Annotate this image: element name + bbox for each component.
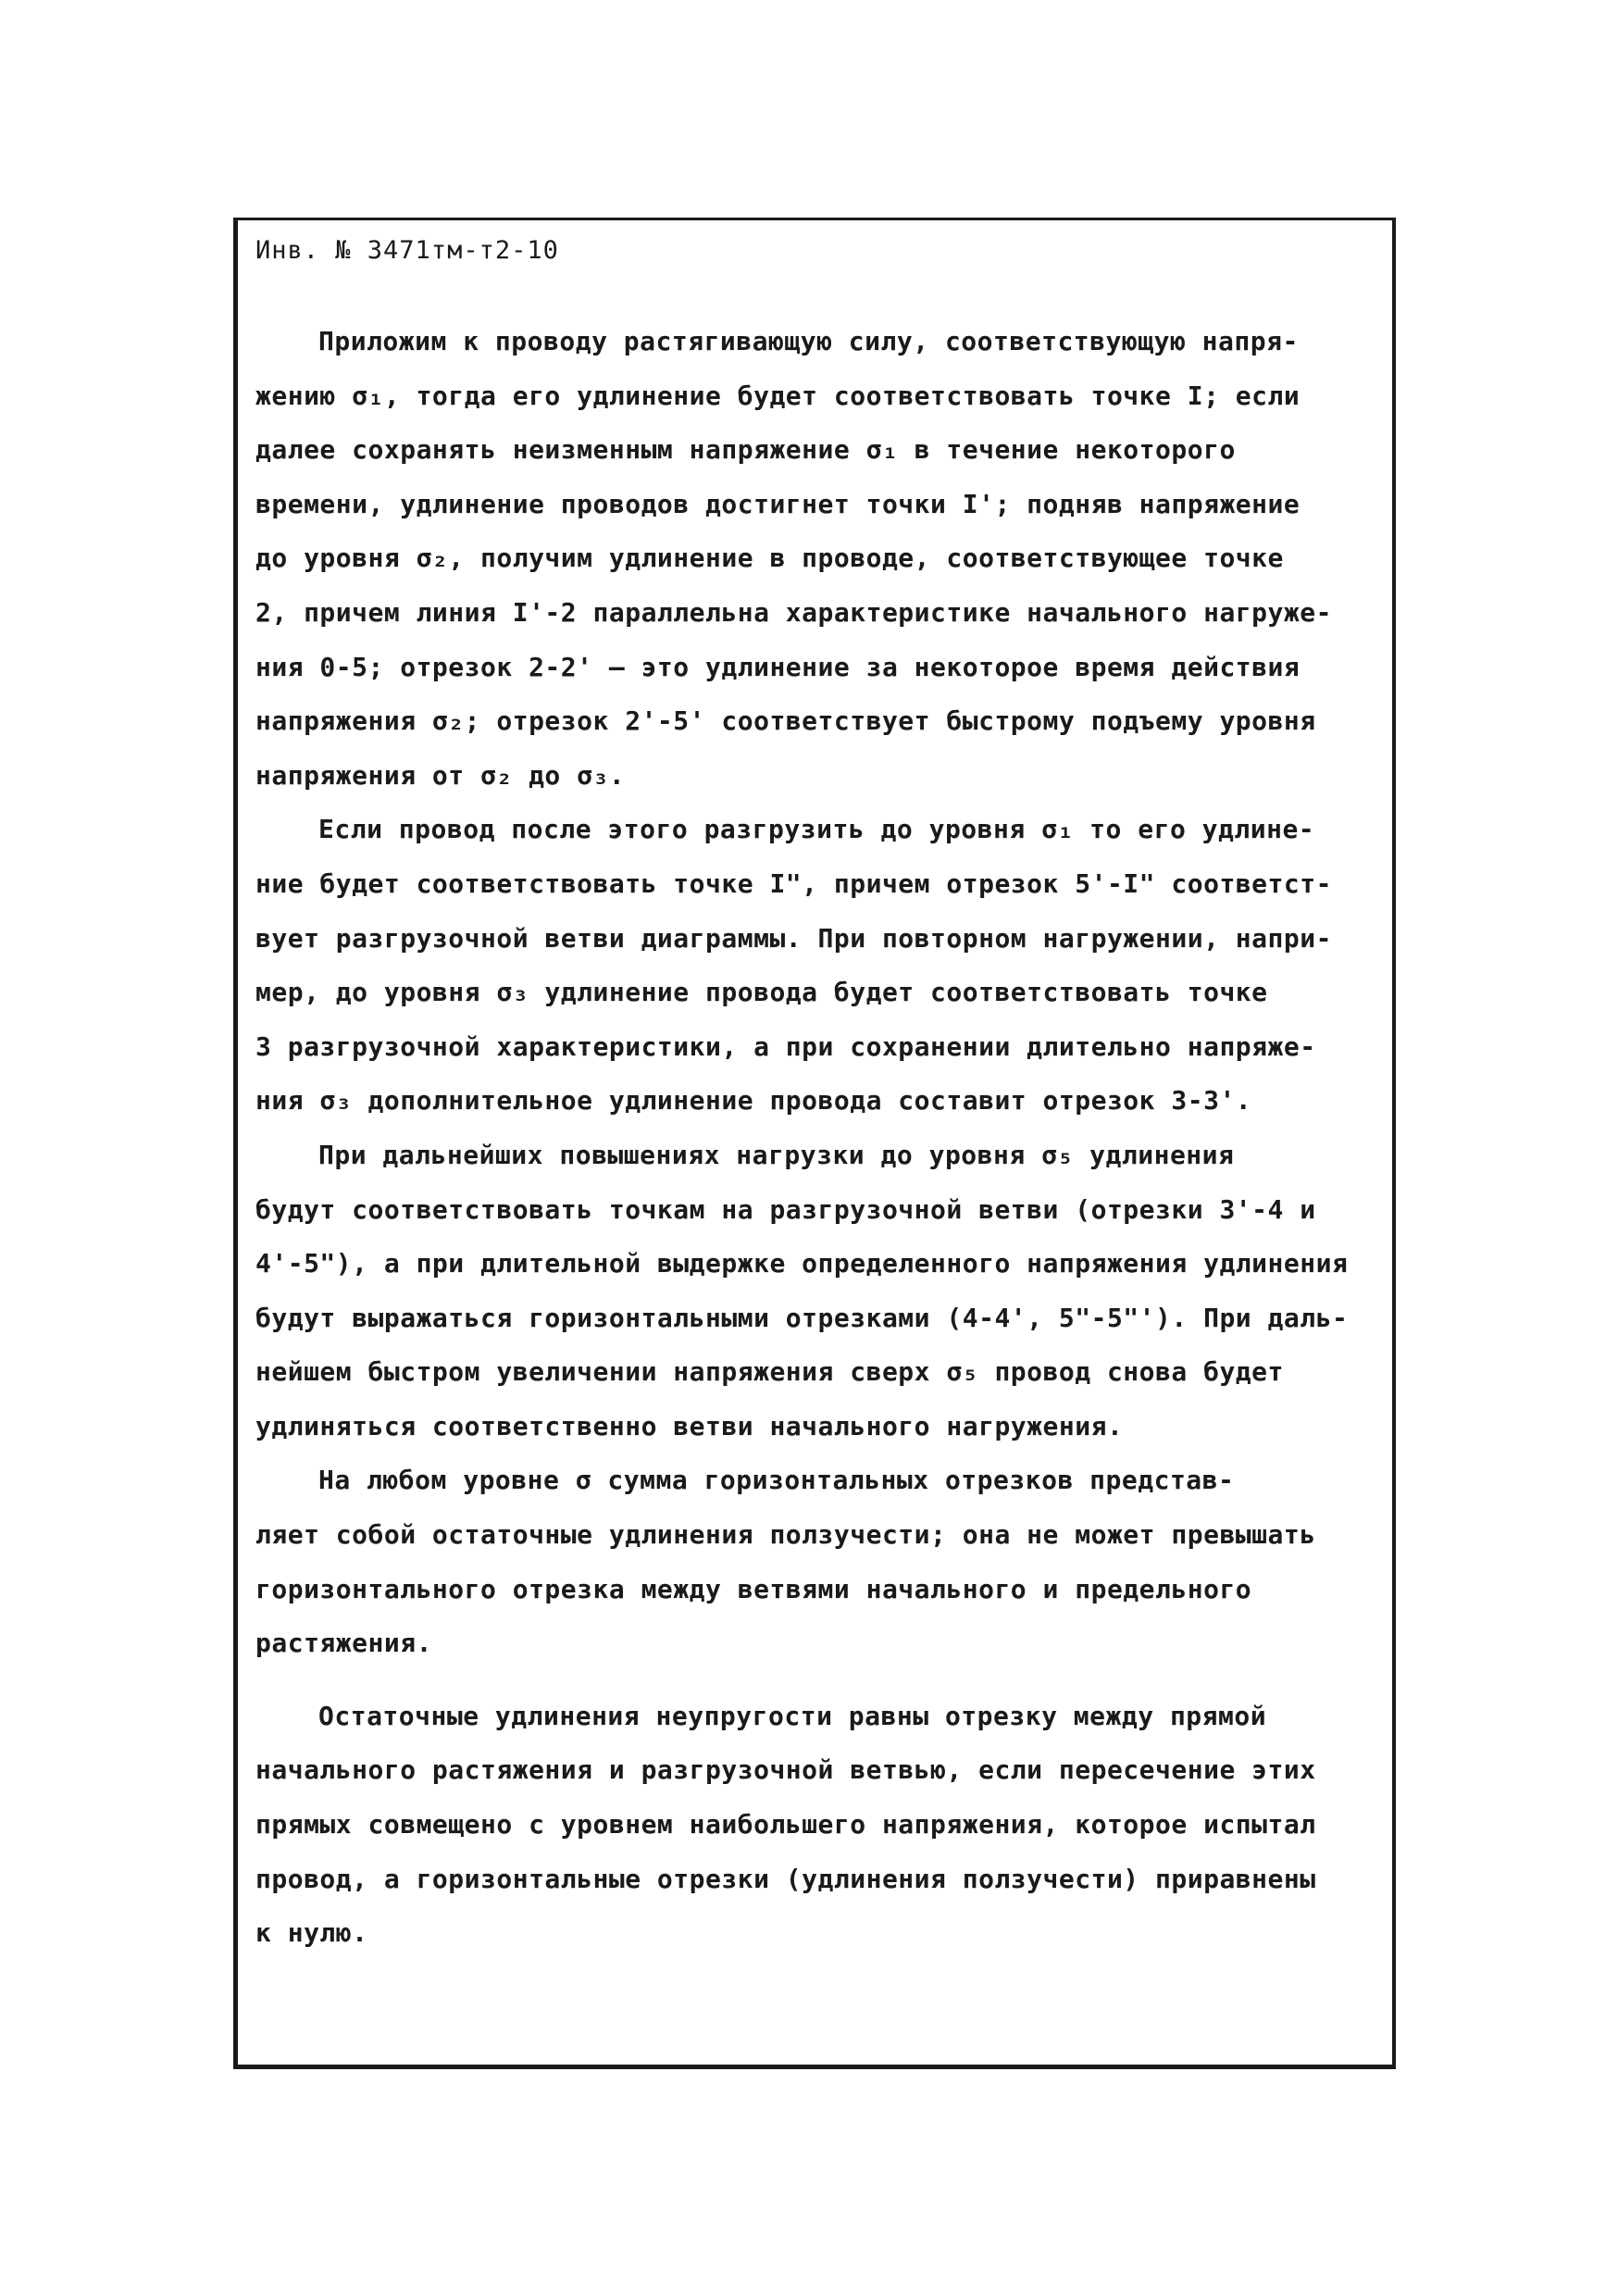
text-line: вует разгрузочной ветви диаграммы. При повторном нагружении, напри- xyxy=(255,922,1332,954)
text-line: 3 разгрузочной характеристики, а при сохранении длительно напряже- xyxy=(255,1030,1316,1062)
text-line: нейшем быстром увеличении напряжения сверх σ₅ провод снова будет xyxy=(255,1356,1284,1388)
paragraph-5 xyxy=(255,1690,1383,1961)
text-line: времени, удлинение проводов достигнет точки I'; подняв напряжение xyxy=(255,488,1301,519)
text-line: до уровня σ₂, получим удлинение в проводе, соответствующее точке xyxy=(255,543,1284,574)
text-line: ния σ₃ дополнительное удлинение провода составит отрезок 3-3'. xyxy=(255,1085,1252,1117)
text-line: к нулю. xyxy=(255,1917,368,1949)
text-line: мер, до уровня σ₃ удлинение провода будет соответствовать точке xyxy=(255,977,1268,1008)
text-line: напряжения σ₂; отрезок 2'-5' соответствует быстрому подъему уровня xyxy=(255,705,1316,737)
text-line: провод, а горизонтальные отрезки (удлинения ползучести) приравнены xyxy=(255,1863,1316,1894)
text-line: будут выражаться горизонтальными отрезками (4-4', 5"-5"'). При даль- xyxy=(255,1302,1349,1333)
text-line: горизонтального отрезка между ветвями начального и предельного xyxy=(255,1573,1252,1604)
paragraph-4 xyxy=(255,1454,1383,1670)
text-line: будут соответствовать точкам на разгрузочной ветви (отрезки 3'-4 и xyxy=(255,1193,1316,1225)
text-line: растяжения. xyxy=(255,1628,432,1659)
text-line: ние будет соответствовать точке I", причем отрезок 5'-I" соответст- xyxy=(255,867,1332,899)
text-line: При дальнейших повышениях нагрузки до уровня σ₅ удлинения xyxy=(318,1139,1235,1170)
text-line: 2, причем линия I'-2 параллельна характеристике начального нагруже- xyxy=(255,596,1332,628)
paragraph-3 xyxy=(255,1129,1383,1454)
text-line: напряжения от σ₂ до σ₃. xyxy=(255,759,626,791)
text-line: Если провод после этого разгрузить до уровня σ₁ то его удлине- xyxy=(318,814,1315,845)
inventory-number: Инв. № 3471тм-т2-10 xyxy=(255,236,559,265)
text-line: 4'-5"), а при длительной выдержке определенного напряжения удлинения xyxy=(255,1248,1349,1279)
document-body xyxy=(255,315,1383,1961)
text-line: Остаточные удлинения неупругости равны отрезку между прямой xyxy=(318,1700,1267,1731)
text-line: удлиняться соответственно ветви начального нагружения. xyxy=(255,1410,1124,1441)
paragraph-1 xyxy=(255,315,1383,803)
text-line: прямых совмещено с уровнем наибольшего напряжения, которое испытал xyxy=(255,1809,1316,1841)
text-line: начального растяжения и разгрузочной ветвью, если пересечение этих xyxy=(255,1754,1316,1786)
text-line: далее сохранять неизменным напряжение σ₁ в течение некоторого xyxy=(255,434,1236,466)
text-line: ляет собой остаточные удлинения ползучести; она не может превышать xyxy=(255,1519,1316,1551)
text-line: На любом уровне σ сумма горизонтальных отрезков представ- xyxy=(318,1465,1235,1496)
text-line: Приложим к проводу растягивающую силу, соответствующую напря- xyxy=(318,326,1299,356)
text-line: ния 0-5; отрезок 2-2' – это удлинение за некоторое время действия xyxy=(255,651,1301,682)
text-line: жению σ₁, тогда его удлинение будет соответствовать точке I; если xyxy=(255,380,1301,411)
paragraph-2 xyxy=(255,803,1383,1129)
